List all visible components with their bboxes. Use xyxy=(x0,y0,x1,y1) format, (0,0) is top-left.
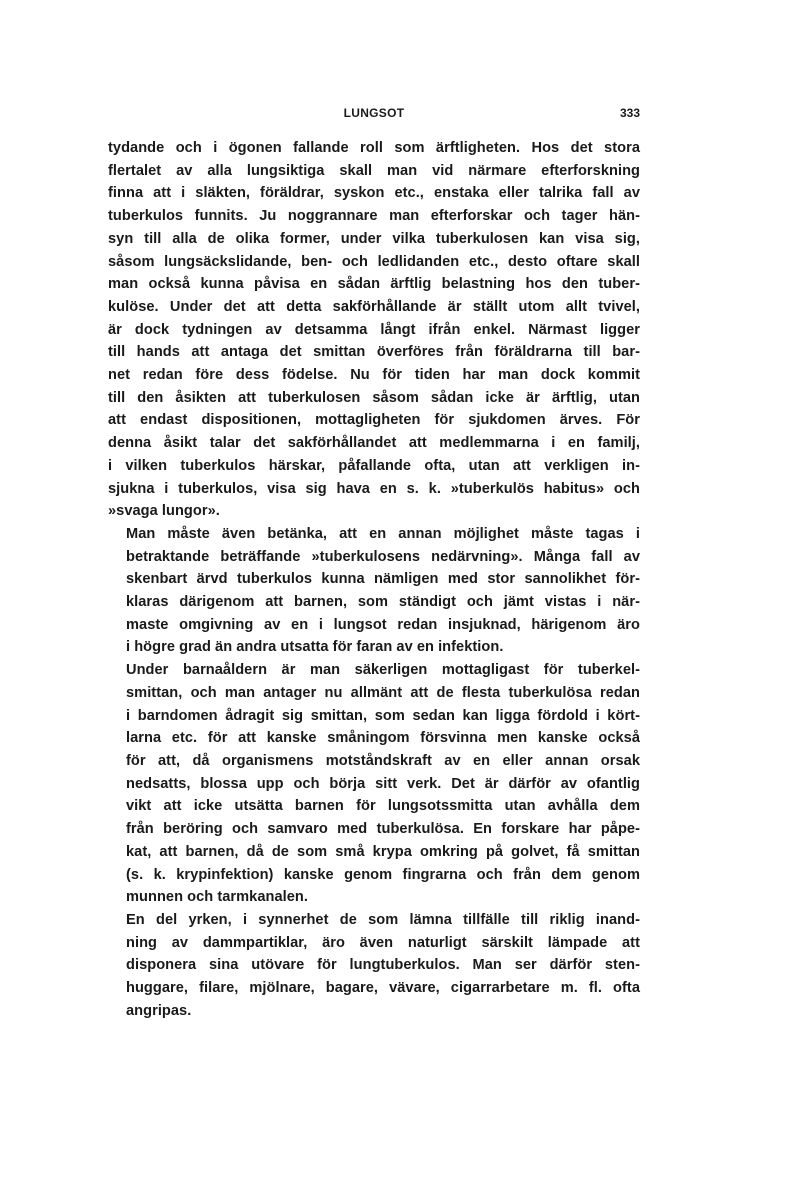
text-line: maste omgivning av en i lungsot redan insjuknad, härigenom äro xyxy=(126,616,640,633)
text-line: från beröring och samvaro med tuberkulösa. En forskare har påpe- xyxy=(126,821,640,838)
text-line: denna åsikt talar det sakförhållandet att medlemmarna i en familj, xyxy=(108,435,640,452)
text-line: kat, att barnen, då de som små krypa omkring på golvet, få smittan xyxy=(126,843,640,860)
text-line: i högre grad än andra utsatta för faran av en infektion. xyxy=(126,639,504,656)
text-line: till den åsikten att tuberkulosen såsom sådan icke är ärftlig, utan xyxy=(108,389,640,406)
paragraph xyxy=(108,909,640,1023)
paragraph xyxy=(108,137,640,523)
text-line: är dock tydningen av detsamma långt ifrån enkel. Närmast ligger xyxy=(108,321,640,338)
text-line: kulöse. Under det att detta sakförhållande är ställt utom allt tvivel, xyxy=(108,298,640,315)
text-line: skenbart ärvd tuberkulos kunna nämligen med stor sannolikhet för- xyxy=(126,571,640,588)
text-line: (s. k. krypinfektion) kanske genom fingrarna och från dem genom xyxy=(126,866,640,883)
text-line: såsom lungsäckslidande, ben- och ledlidanden etc., desto oftare skall xyxy=(108,253,640,270)
text-line: till hands att antaga det smittan överföres från föräldrarna till bar- xyxy=(108,344,640,361)
text-line: nedsatts, blossa upp och börja sitt verk. Det är därför av ofantlig xyxy=(126,775,640,792)
text-line: betraktande beträffande »tuberkulosens nedärvning». Många fall av xyxy=(126,548,640,565)
text-line: disponera sina utövare för lungtuberkulos. Man ser därför sten- xyxy=(126,957,640,974)
text-line: smittan, och man antager nu allmänt att de flesta tuberkulösa redan xyxy=(126,684,640,701)
text-line: i barndomen ådragit sig smittan, som sedan kan ligga fördold i kört- xyxy=(126,707,640,724)
text-line: tuberkulos funnits. Ju noggrannare man efterforskar och tager hän- xyxy=(108,208,640,225)
text-line: sjukna i tuberkulos, visa sig hava en s. k. »tuberkulös habitus» och xyxy=(108,480,640,497)
text-line: flertalet av alla lungsiktiga skall man vid närmare efterforskning xyxy=(108,162,640,179)
text-line: »svaga lungor». xyxy=(108,503,220,520)
text-line: Man måste även betänka, att en annan möjlighet måste tagas i xyxy=(126,525,640,542)
text-line: för att, då organismens motståndskraft av en eller annan orsak xyxy=(126,752,640,769)
text-line: Under barnaåldern är man säkerligen mottagligast för tuberkel- xyxy=(126,662,640,679)
text-line: man också kunna påvisa en sådan ärftlig belastning hos den tuber- xyxy=(108,276,640,293)
text-line: larna etc. för att kanske småningom försvinna men kanske också xyxy=(126,730,640,747)
text-line: i vilken tuberkulos härskar, påfallande ofta, utan att verkligen in- xyxy=(108,457,640,474)
text-line: vikt att icke utsätta barnen för lungsotssmitta utan avhålla dem xyxy=(126,798,640,815)
text-line: finna att i släkten, föräldrar, syskon etc., enstaka eller talrika fall av xyxy=(108,185,640,202)
page-header xyxy=(108,106,640,126)
text-line: syn till alla de olika former, under vilka tuberkulosen kan visa sig, xyxy=(108,230,640,247)
text-line: En del yrken, i synnerhet de som lämna tillfälle till riklig inand- xyxy=(126,911,640,928)
page-number: 333 xyxy=(619,106,640,120)
text-line: net redan före dess födelse. Nu för tiden har man dock kommit xyxy=(108,367,640,384)
text-line: att endast dispositionen, mottagligheten för sjukdomen ärves. För xyxy=(108,412,640,429)
text-line: munnen och tarmkanalen. xyxy=(126,889,308,906)
running-title: LUNGSOT xyxy=(343,106,405,120)
body-text xyxy=(108,137,640,1022)
text-line: klaras därigenom att barnen, som ständigt och jämt vistas i när- xyxy=(126,594,640,611)
text-line: ning av dammpartiklar, äro även naturligt särskilt lämpade att xyxy=(126,934,640,951)
text-line: huggare, filare, mjölnare, bagare, vävare, cigarrarbetare m. fl. ofta xyxy=(126,980,640,997)
text-line: angripas. xyxy=(126,1002,192,1019)
text-line: tydande och i ögonen fallande roll som ärftligheten. Hos det stora xyxy=(108,140,640,156)
paragraph xyxy=(108,523,640,659)
paragraph xyxy=(108,659,640,909)
